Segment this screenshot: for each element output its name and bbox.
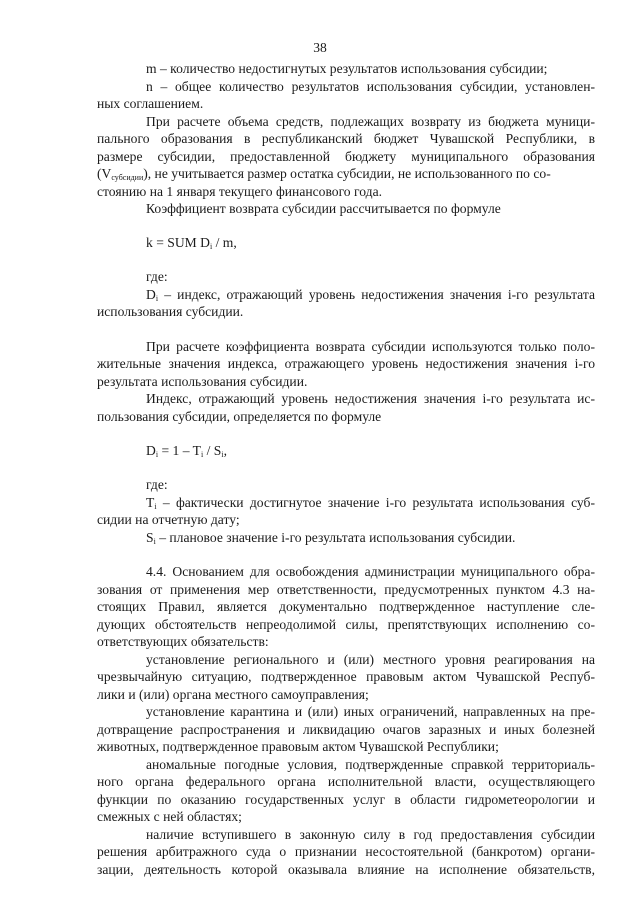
- page-number: 38: [313, 40, 327, 55]
- def-si: $S_i$ – плановое значение i-го результата использования субсидии.: [146, 530, 516, 546]
- para-positive-line-2: жительные значения индекса, отражающего уровень недостижения значения i-го: [97, 356, 595, 371]
- formula-d: $D_i = 1 - T_i / S_i$,: [146, 443, 227, 459]
- para-volume-line-3: размере субсидии, предоставленной бюджету муниципального образования: [97, 149, 595, 164]
- item-weather-line-2: ного органа федерального органа исполнительной власти, осуществляющего: [97, 774, 595, 789]
- para-positive-line-3: результата использования субсидии.: [97, 374, 308, 389]
- item-regional-line-2: чрезвычайную ситуацию, подтвержденное правовым актом Чувашской Респуб-: [97, 669, 595, 684]
- para-volume-line-2: пального образования в республиканский бюджет Чувашской Республики, в: [97, 131, 595, 146]
- def-ti-line-1: $T_i$ – фактически достигнутое значение i-го результата использования суб-: [146, 495, 595, 511]
- def-di-line-2: использования субсидии.: [97, 304, 244, 319]
- item-regional-line-1: установление регионального и (или) местного уровня реагирования на: [146, 652, 595, 667]
- def-n-line-2: ных соглашением.: [97, 96, 204, 111]
- coef-intro: Коэффициент возврата субсидии рассчитывается по формуле: [146, 201, 501, 216]
- para-positive-line-1: При расчете коэффициента возврата субсидии используются только поло-: [146, 339, 595, 354]
- para-44-line-3: стоящих Правил, является документально подтвержденное наступление сле-: [97, 599, 595, 614]
- para-44-line-2: зования от применения мер ответственности, предусмотренных пунктом 4.3 на-: [97, 582, 595, 597]
- item-weather-line-3: функции по оказанию государственных услуг в области гидрометеорологии и: [97, 792, 595, 807]
- para-44-line-1: 4.4. Основанием для освобождения администрации муниципального обра-: [146, 564, 595, 579]
- para-44-line-4: дующих обстоятельств непреодолимой силы, препятствующих исполнению со-: [97, 617, 595, 632]
- def-di-line-1: $D_i$ – индекс, отражающий уровень недостижения значения i-го результата: [146, 287, 595, 303]
- item-weather-line-4: смежных с ней областях;: [97, 809, 242, 824]
- para-44-line-5: ответствующих обязательств:: [97, 634, 269, 649]
- where-label-1: где:: [146, 269, 168, 284]
- para-index-line-2: пользования субсидии, определяется по формуле: [97, 409, 382, 424]
- formula-k: k = SUM $D_i$ / m,: [146, 235, 237, 251]
- v-symbol: (V: [97, 166, 112, 181]
- where-label-2: где:: [146, 477, 168, 492]
- item-court-line-3: зации, деятельность которой оказывала влияние на исполнение обязательств,: [97, 862, 595, 877]
- para-index-line-1: Индекс, отражающий уровень недостижения значения i-го результата ис-: [146, 391, 595, 406]
- para-volume-line-1: При расчете объема средств, подлежащих возврату из бюджета муници-: [146, 114, 595, 129]
- item-quarantine-line-2: дотвращение распространения и ликвидацию очагов заразных и иных болезней: [97, 722, 595, 737]
- item-quarantine-line-3: животных, подтвержденное правовым актом Чувашской Республики;: [97, 739, 499, 754]
- item-quarantine-line-1: установление карантина и (или) иных ограничений, направленных на пре-: [146, 704, 595, 719]
- def-ti-line-2: сидии на отчетную дату;: [97, 512, 240, 527]
- def-n-line-1: n – общее количество результатов использования субсидии, установлен-: [146, 79, 595, 94]
- item-court-line-2: решения арбитражного суда о признании несостоятельной (банкротом) органи-: [97, 844, 595, 859]
- para-volume-line-5: стоянию на 1 января текущего финансового года.: [97, 184, 382, 199]
- item-regional-line-3: лики и (или) органа местного самоуправления;: [97, 687, 369, 702]
- item-court-line-1: наличие вступившего в законную силу в год предоставления субсидии: [146, 827, 595, 842]
- v-subscript: субсидии: [111, 173, 144, 182]
- para-volume-line-4: $(V_{субсидии})$, не учитывается размер остатка субсидии, не использованного по со-: [97, 166, 551, 182]
- item-weather-line-1: аномальные погодные условия, подтвержденные справкой территориаль-: [146, 757, 595, 772]
- def-m: m – количество недостигнутых результатов использования субсидии;: [146, 61, 548, 76]
